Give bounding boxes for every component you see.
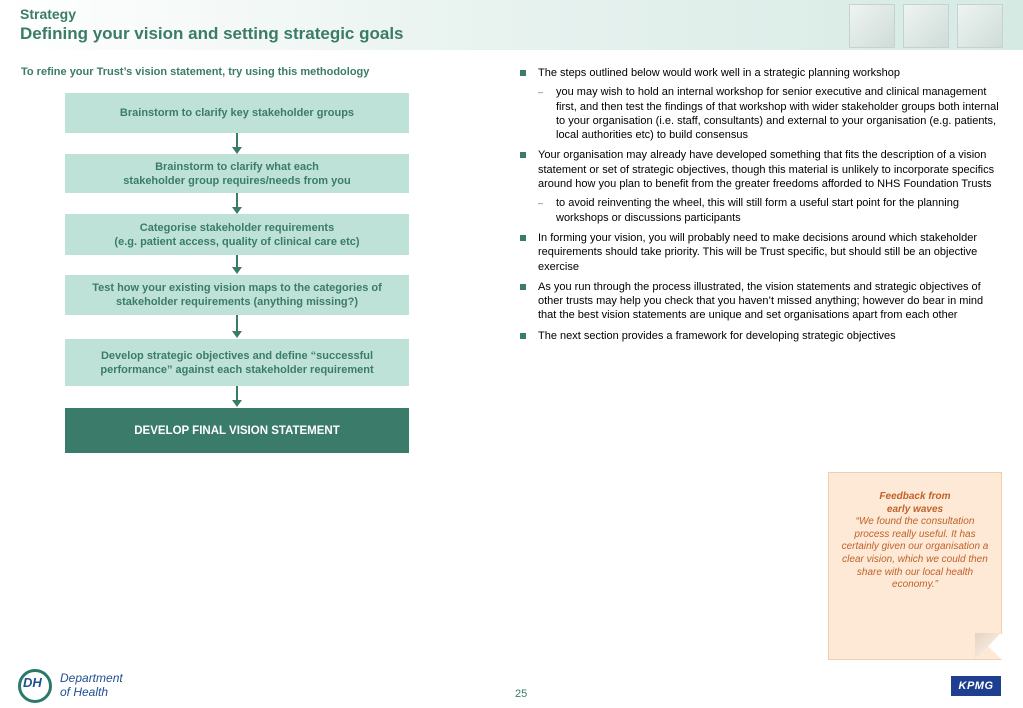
bullet-text: The steps outlined below would work well in a strategic planning workshop (538, 67, 900, 79)
flow-arrow (236, 315, 238, 332)
bullet-text: to avoid reinventing the wheel, this will still form a useful start point for the planning workshops or discussions participants (556, 197, 959, 224)
bullet-text: Your organisation may already have developed something that fits the description of a vision statement or set of strategic objectives, though this material is unlikely to incorporate specifics around how you plan to benefit from the greater freedoms afforded to NHS Foundation Trusts (538, 149, 995, 191)
bullet-square-icon (520, 284, 526, 290)
flow-arrow (236, 255, 238, 268)
department-of-health-logo (18, 669, 138, 705)
flow-step-text: (e.g. patient access, quality of clinical care etc) (114, 235, 360, 248)
flow-arrow (236, 133, 238, 148)
bullet-list (520, 66, 1002, 349)
dash-icon: – (538, 87, 544, 98)
feedback-quote: “We found the consultation process really useful. It has certainly given our organisation a clear vision, which we could then share with our local health economy.” (841, 516, 989, 591)
bullet-item (520, 280, 1002, 323)
flow-step-final (65, 408, 409, 453)
bullet-item (520, 66, 1002, 80)
flow-step-text: Test how your existing vision maps to the categories of (92, 282, 382, 294)
methodology-heading: To refine your Trust’s vision statement, try using this methodology (21, 66, 370, 78)
section-label: Strategy (20, 6, 77, 22)
flow-step-text: Develop strategic objectives and define “successful (100, 349, 374, 362)
bullet-item (520, 231, 1002, 274)
flow-step-text: performance” against each stakeholder requirement (100, 363, 374, 376)
bullet-square-icon (520, 333, 526, 339)
flow-step-3 (65, 214, 409, 255)
feedback-title: early waves (886, 503, 944, 515)
flow-step-text: stakeholder group requires/needs from you (123, 174, 351, 187)
header-photo-3 (957, 4, 1003, 48)
flow-step-5 (65, 339, 409, 386)
bullet-text: The next section provides a framework for developing strategic objectives (538, 329, 896, 342)
page-curl-shadow (975, 633, 1001, 659)
bullet-item (520, 329, 1002, 343)
dash-icon: – (538, 198, 544, 209)
sub-bullet-item (520, 85, 1002, 142)
bullet-item (520, 148, 1002, 191)
dh-logo-badge: DH (23, 675, 42, 690)
dh-logo-line: Department (60, 671, 123, 685)
flow-arrow (236, 193, 238, 208)
bullet-square-icon (520, 152, 526, 158)
page-number: 25 (515, 688, 528, 700)
flow-step-text: Categorise stakeholder requirements (139, 221, 335, 234)
flow-step-text: stakeholder requirements (anything missing?) (115, 296, 359, 308)
header-photo-2 (903, 4, 949, 48)
header-photo-1 (849, 4, 895, 48)
flow-step-text: Brainstorm to clarify what each (155, 160, 319, 173)
flow-step-4 (65, 275, 409, 315)
feedback-note (828, 472, 1002, 660)
bullet-text: you may wish to hold an internal workshop for senior executive and clinical management first, and then test the findings of that workshop with wider stakeholder groups both internal to your organisation (i.e. staff, consultants) and external to your organisation (e.g. patients, local authorities etc) to build consensus (556, 86, 999, 142)
kpmg-logo: KPMG (951, 676, 1001, 696)
flow-step-2 (65, 154, 409, 193)
bullet-square-icon (520, 235, 526, 241)
flow-arrow (236, 386, 238, 401)
page-header (0, 0, 1023, 50)
dh-logo-line: of Health (60, 685, 109, 699)
bullet-text: In forming your vision, you will probably need to make decisions around which stakeholder requirements should take priority. This will be Trust specific, but should still be an objective exercise (538, 231, 978, 273)
flow-step-text: Brainstorm to clarify key stakeholder groups (119, 107, 355, 119)
bullet-text: As you run through the process illustrated, the vision statements and strategic objectives of other trusts may help you check that you haven’t missed anything; however do bear in mind that the best vision statements are unique and set organisations apart from each other (538, 280, 984, 322)
dh-logo-text (60, 671, 123, 699)
sub-bullet-item (520, 196, 1002, 225)
bullet-square-icon (520, 70, 526, 76)
flow-step-1 (65, 93, 409, 133)
feedback-title: Feedback from (879, 491, 951, 502)
page-title: Defining your vision and setting strategic goals (20, 24, 404, 43)
flow-step-text: DEVELOP FINAL VISION STATEMENT (134, 424, 340, 437)
